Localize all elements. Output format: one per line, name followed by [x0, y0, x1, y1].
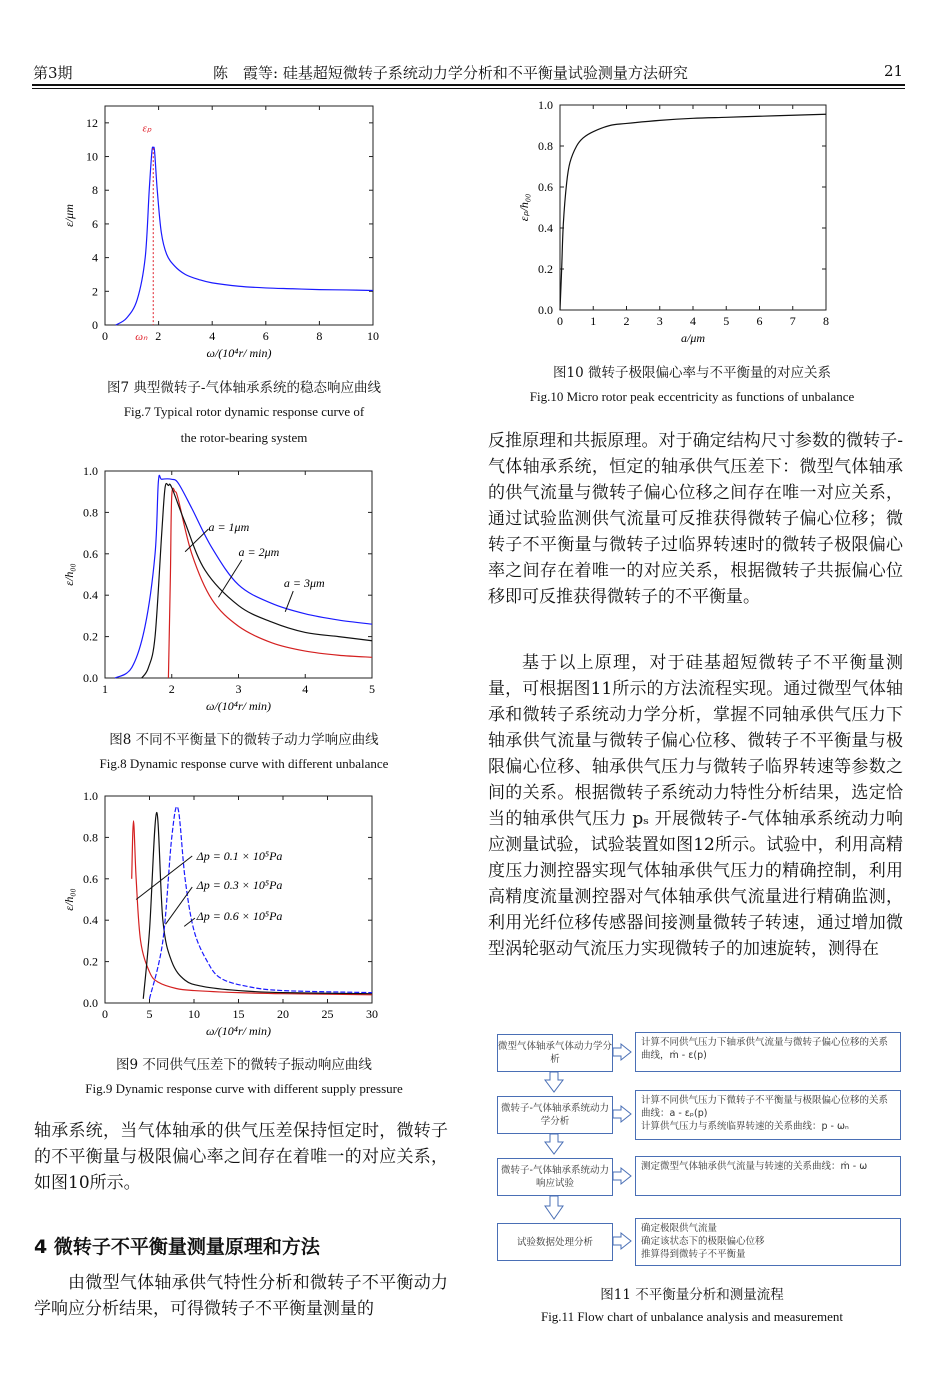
x-tick-label: 5 — [723, 314, 730, 328]
x-axis-label: ω/(10⁴r/ min) — [206, 346, 272, 360]
fig8-leader-a2 — [218, 560, 241, 597]
y-tick-label: 0.6 — [538, 180, 553, 194]
y-tick-label: 0.4 — [538, 221, 553, 235]
x-tick-label: 6 — [262, 329, 269, 343]
y-tick-label: 0.0 — [83, 996, 98, 1010]
x-tick-label: 0 — [102, 1007, 108, 1021]
fig9-curve-dp03 — [143, 813, 372, 999]
fig9-caption-en: Fig.9 Dynamic response curve with different supply pressure — [85, 1081, 403, 1096]
y-tick-label: 0.4 — [83, 913, 98, 928]
x-tick-label: 2 — [155, 329, 162, 343]
y-axis-label: ε/h₀₀ — [62, 888, 76, 911]
x-tick-label: 0 — [102, 329, 108, 343]
x-tick-label: 8 — [823, 314, 829, 328]
right-body-text-1: 反推原理和共振原理。对于确定结构尺寸参数的微转子-气体轴承系统，恒定的轴承供气压差下：微型气体轴承的供气流量与微转子偏心位移之间存在唯一对应关系，通过试验监测供气流量可反推获得微转子偏心位移；微转子不平衡量与微转子过临界转速时的微转子极限偏心率之间存在着唯一的对应关系，根据微转子共振偏心位移即可反推获得微转子的不平衡量。 — [488, 431, 903, 607]
x-tick-label: 8 — [316, 329, 323, 343]
y-axis-label: ε/μm — [62, 204, 76, 227]
fig9-curve-dp06 — [150, 807, 373, 999]
x-tick-label: 1 — [102, 682, 108, 696]
y-tick-label: 0.2 — [538, 262, 553, 276]
header-rule-thick — [32, 84, 905, 86]
flow-box-left-1: 微型气体轴承气体动力学分析 — [497, 1034, 613, 1072]
fig7-response-curve — [116, 147, 373, 325]
fig7-caption-en-2: the rotor-bearing system — [180, 430, 308, 445]
y-tick-label: 0.8 — [83, 505, 98, 520]
x-tick-label: 4 — [690, 314, 696, 328]
y-tick-label: 0.2 — [83, 629, 98, 644]
fig9-curve-dp01 — [132, 821, 372, 995]
y-tick-label: 4 — [92, 250, 98, 265]
x-tick-label: 30 — [366, 1007, 378, 1021]
fig8-curve-a2 — [142, 483, 372, 678]
y-tick-label: 2 — [92, 284, 98, 299]
plot-frame — [560, 105, 826, 310]
arrow-down-icon — [545, 1072, 563, 1092]
flow-arrows — [495, 1028, 903, 1278]
fig7-caption-en-1: Fig.7 Typical rotor dynamic response curve of — [123, 404, 365, 419]
x-tick-label: 25 — [321, 1007, 334, 1021]
fig7-chart — [55, 100, 395, 375]
y-tick-label: 12 — [86, 115, 98, 130]
left-body-text: 轴承系统，当气体轴承的供气压差保持恒定时，微转子的不平衡量与极限偏心率之间存在着唯一的对应关系，如图10所示。 — [34, 1121, 448, 1193]
y-axis-label: ε/h₀₀ — [62, 563, 76, 586]
y-tick-label: 0 — [92, 318, 98, 332]
plot-frame — [105, 471, 372, 678]
page-number: 21 — [884, 62, 904, 80]
fig11-flowchart — [495, 1028, 903, 1278]
fig8-label-a1: a = 1μm — [208, 520, 250, 535]
fig9-label-2: Δp = 0.3 × 10⁵Pa — [196, 878, 283, 893]
journal-issue: 第3期 — [33, 64, 73, 82]
x-tick-label: 15 — [232, 1007, 245, 1021]
fig9-label-1: Δp = 0.1 × 10⁵Pa — [196, 849, 283, 864]
x-tick-label: 3 — [656, 314, 663, 328]
fig9-leader-3 — [184, 918, 195, 926]
y-tick-label: 0.0 — [538, 303, 553, 317]
fig7-eps-p-label: εₚ — [142, 122, 152, 135]
y-tick-label: 1.0 — [83, 464, 98, 478]
y-tick-label: 0.6 — [83, 871, 98, 886]
y-tick-label: 0.8 — [83, 830, 98, 845]
plot-frame — [105, 796, 372, 1003]
x-axis-label: ω/(10⁴r/ min) — [206, 699, 271, 713]
fig10-curve — [560, 114, 826, 310]
flow-box-right-3: 测定微型气体轴承供气流量与转速的关系曲线：ṁ - ω — [635, 1156, 901, 1196]
y-axis-label: εₚ/h₀₀ — [517, 193, 531, 222]
x-tick-label: 6 — [756, 314, 763, 328]
y-tick-label: 0.0 — [83, 671, 98, 685]
x-axis-label: a/μm — [680, 331, 706, 345]
x-tick-label: 10 — [188, 1007, 200, 1021]
right-body-text-2: 基于以上原理，对于硅基超短微转子不平衡量测量，可根据图11所示的方法流程实现。通过微型气体轴承和微转子系统动力学分析，掌握不同轴承供气压力下轴承供气流量与微转子偏心位移、微转子不平衡量与极限偏心位移、轴承供气压力与微转子临界转速等参数之间的关系。根据微转子系统动力特性分析结果，选定恰当的轴承供气压力 pₛ 开展微转子-气体轴承系统动力响应测量试验，试验装置如图12所示。试验中，利用高精度压力测控器实现气体轴承供气压力的精确控制，利用高精度流量测控器对气体轴承供气流量进行精确监测，利用光纤位移传感器间接测量微转子转速，通过增加微型涡轮驱动气流压力实现微转子的加速旋转，测得在 — [488, 653, 903, 959]
header-rule-thin — [32, 88, 905, 89]
x-tick-label: 20 — [277, 1007, 289, 1021]
x-tick-label: 1 — [590, 314, 597, 328]
fig9-label-3: Δp = 0.6 × 10⁵Pa — [196, 909, 283, 924]
fig11-caption-cn: 图11 不平衡量分析和测量流程 — [600, 1287, 784, 1303]
y-tick-label: 8 — [92, 183, 98, 198]
y-tick-label: 1.0 — [538, 98, 553, 112]
fig7-caption-cn: 图7 典型微转子-气体轴承系统的稳态响应曲线 — [107, 380, 381, 396]
x-tick-label: 4 — [209, 329, 216, 343]
fig7-omega-n-label: ωₙ — [135, 331, 148, 343]
arrow-right-icon — [613, 1233, 631, 1249]
fig10-caption-en: Fig.10 Micro rotor peak eccentricity as functions of unbalance — [529, 389, 855, 404]
x-tick-label: 5 — [369, 682, 375, 696]
arrow-right-icon — [613, 1168, 631, 1184]
y-tick-label: 1.0 — [83, 789, 98, 803]
x-tick-label: 2 — [623, 314, 630, 328]
x-tick-label: 4 — [302, 682, 309, 696]
fig8-label-a3: a = 3μm — [283, 575, 325, 590]
fig9-leader-1 — [136, 856, 192, 899]
x-tick-label: 7 — [789, 314, 796, 328]
y-tick-label: 0.8 — [538, 139, 553, 153]
flow-box-left-2: 微转子-气体轴承系统动力学分析 — [497, 1096, 613, 1134]
flow-box-right-2: 计算不同供气压力下微转子不平衡量与极限偏心位移的关系曲线：a - εₚ(p) 计算供气压力与系统临界转速的关系曲线：p - ωₙ — [635, 1090, 901, 1140]
y-tick-label: 0.4 — [83, 588, 98, 603]
arrow-down-icon — [545, 1196, 563, 1219]
section-4-heading: 4 微转子不平衡量测量原理和方法 — [34, 1236, 320, 1258]
fig10-chart — [500, 95, 845, 353]
fig8-caption-cn: 图8 不同不平衡量下的微转子动力学响应曲线 — [109, 732, 379, 748]
y-tick-label: 10 — [86, 149, 98, 164]
fig9-caption-cn: 图9 不同供气压差下的微转子振动响应曲线 — [116, 1057, 372, 1073]
arrow-down-icon — [545, 1134, 563, 1154]
fig9-leader-2 — [166, 887, 193, 924]
x-tick-label: 0 — [557, 314, 563, 328]
fig8-curve-a1 — [168, 488, 372, 678]
x-tick-label: 3 — [235, 682, 242, 696]
plot-frame — [105, 106, 373, 325]
fig8-caption-en: Fig.8 Dynamic response curve with different unbalance — [99, 756, 389, 771]
arrow-right-icon — [613, 1044, 631, 1060]
flow-box-right-4: 确定极限供气流量 确定该状态下的极限偏心位移 推算得到微转子不平衡量 — [635, 1218, 901, 1266]
running-title: 陈 霞等: 硅基超短微转子系统动力学分析和不平衡量试验测量方法研究 — [213, 64, 688, 82]
flow-box-left-4: 试验数据处理分析 — [497, 1223, 613, 1261]
arrow-right-icon — [613, 1106, 631, 1122]
x-tick-label: 2 — [168, 682, 175, 696]
x-tick-label: 5 — [146, 1007, 153, 1021]
fig8-label-a2: a = 2μm — [238, 544, 280, 559]
fig9-chart — [50, 788, 395, 1050]
fig11-caption-en: Fig.11 Flow chart of unbalance analysis and measurement — [540, 1309, 844, 1324]
x-axis-label: ω/(10⁴r/ min) — [206, 1024, 271, 1038]
fig8-leader-a3 — [285, 591, 293, 612]
flow-box-right-1: 计算不同供气压力下轴承供气流量与微转子偏心位移的关系曲线，ṁ - ε(p) — [635, 1032, 901, 1072]
flow-box-left-3: 微转子-气体轴承系统动力响应试验 — [497, 1158, 613, 1196]
section-4-paragraph: 由微型气体轴承供气特性分析和微转子不平衡动力学响应分析结果，可得微转子不平衡量测量的 — [34, 1273, 448, 1319]
y-tick-label: 0.2 — [83, 954, 98, 969]
y-tick-label: 6 — [92, 216, 98, 231]
y-tick-label: 0.6 — [83, 546, 98, 561]
fig8-chart — [50, 463, 395, 725]
fig10-caption-cn: 图10 微转子极限偏心率与不平衡量的对应关系 — [553, 365, 831, 381]
x-tick-label: 10 — [367, 329, 379, 343]
